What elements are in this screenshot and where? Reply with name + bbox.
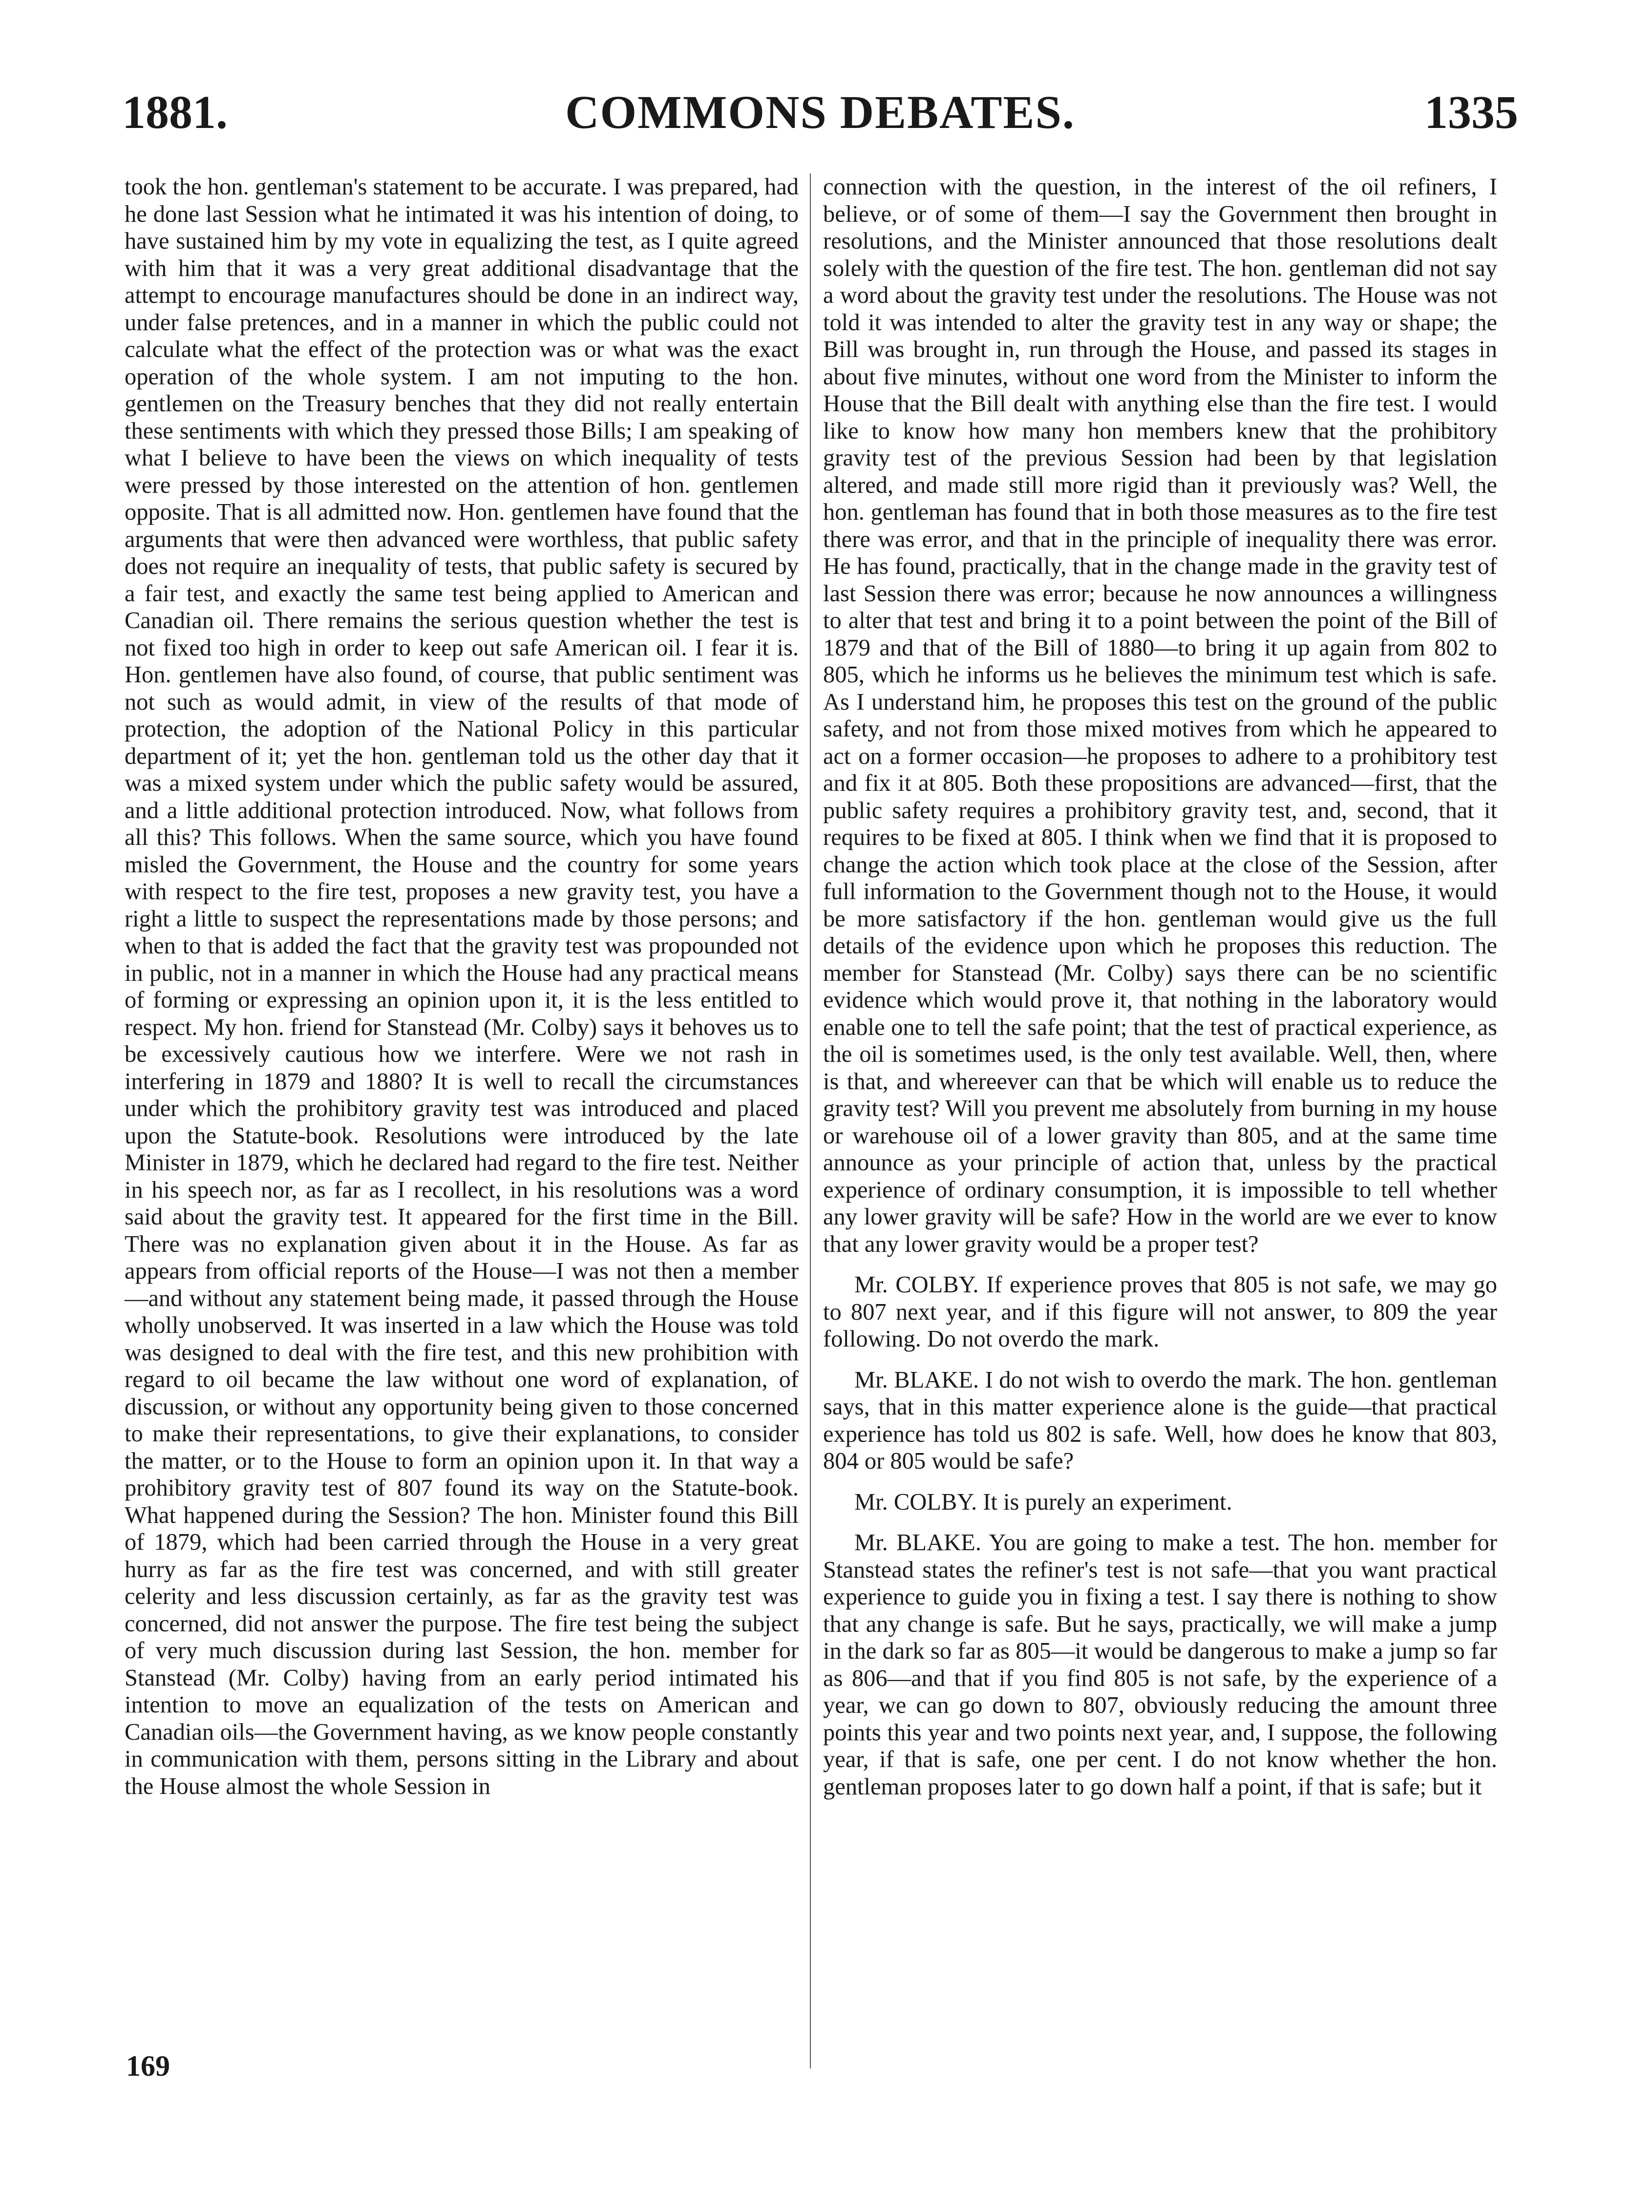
speech-colby-2: Mr. COLBY. It is purely an experiment. (854, 1489, 1232, 1515)
page-header (122, 83, 1518, 142)
right-paragraph-1: connection with the question, in the interest of the oil refiners, I believe, or of some of them—I say the Government then brought in resolutions, and the Minister announced that those resolutions dealt solely with the question of the fire test. The hon. gentleman did not say a word about the gravity test under the resolutions. The House was not told it was intended to alter the gravity test in any way or shape; the Bill was brought in, run through the House, and passed its stages in about five minutes, without one word from the Minister to inform the House that the Bill dealt with anything else than the fire test. I would like to know how many hon members knew that the prohibitory gravity test of the previous Session had been by that legislation altered, and made still more rigid than it previously was? Well, the hon. gentleman has found that in both those measures as to the fire test there was error, and that in the principle of inequality there was error. He has found, practically, that in the change made in the gravity test of last Session there was error; because he now announces a willingness to alter that test and bring it to a point between the point of the Bill of 1879 and that of the Bill of 1880—to bring it up again from 802 to 805, which he informs us he believes the minimum test which is safe. As I understand him, he proposes this test on the ground of the public safety, and not from those mixed motives from which he appeared to act on a former occasion—he proposes to adhere to a prohibitory test and fix it at 805. Both these propositions are advanced—first, that the public safety requires a prohibitory gravity test, and, second, that it requires to be fixed at 805. I think when we find that it is proposed to change the action which took place at the close of the Session, after full information to the Government though not to the House, it would be more satisfactory if the hon. gentleman would give us the full details of the evidence upon which he proposes this reduction. The member for Stanstead (Mr. Colby) says there can be no scientific evidence which would prove it, that nothing in the laboratory would enable one to tell the safe point; that the test of practical experience, as the oil is sometimes used, is the only test available. Well, then, where is that, and whereever can that be which will enable us to reduce the gravity test? Will you prevent me absolutely from burning in my house or warehouse oil of a lower gravity than 805, and at the same time announce as your principle of action that, unless by the practical experience of ordinary consumption, it is impossible to tell whether any lower gravity will be safe? How in the world are we ever to know that any lower gravity would be a proper test? (823, 174, 1497, 1257)
speech-blake-1: Mr. BLAKE. I do not wish to overdo the mark. The hon. gentleman says, that in this matter experience alone is the guide—that practical experience has told us 802 is safe. Well, how does he know that 803, 804 or 805 would be safe? (823, 1367, 1497, 1474)
right-column (823, 173, 1497, 1814)
speech-blake-2: Mr. BLAKE. You are going to make a test. The hon. member for Stanstead states the refiner's test is not safe—that you want practical experience to guide you in fixing a test. I say there is nothing to show that any change is safe. But he says, practically, we will make a jump in the dark so far as 805—it would be dangerous to make a jump so far as 806—and that if you find 805 is not safe, by the experience of a year, we can go down to 807, obviously reducing the amount three points this year and two points next year, and, I suppose, the following year, if that is safe, one per cent. I do not know whether the hon. gentleman proposes later to go down half a point, if that is safe; but it (823, 1530, 1497, 1800)
left-column (125, 173, 799, 1813)
left-paragraph-1: took the hon. gentleman's statement to be accurate. I was prepared, had he done last Session what he intimated it was his intention of doing, to have sustained him by my vote in equalizing the test, as I quite agreed with him that it was a very great additional disadvantage that the attempt to encourage manufactures should be done in an indirect way, under false pretences, and in a manner in which the public could not calculate what the effect of the protection was or what was the exact operation of the whole system. I am not imputing to the hon. gentlemen on the Treasury benches that they did not really entertain these sentiments with which they pressed those Bills; I am speaking of what I believe to have been the views on which inequality of tests were pressed by those interested on the attention of hon. gentlemen opposite. That is all admitted now. Hon. gentlemen have found that the arguments that were then advanced were worthless, that public safety does not require an inequality of tests, that public safety is secured by a fair test, and exactly the same test being applied to American and Canadian oil. There remains the serious question whether the test is not fixed too high in order to keep out safe American oil. I fear it is. Hon. gentlemen have also found, of course, that public sentiment was not such as would admit, in view of the results of that mode of protection, the adoption of the National Policy in this particular department of it; yet the hon. gentleman told us the other day that it was a mixed system under which the public safety would be assured, and a little additional protection introduced. Now, what follows from all this? This follows. When the same source, which you have found misled the Government, the House and the country for some years with respect to the fire test, proposes a new gravity test, you have a right a little to suspect the representations made by those persons; and when to that is added the fact that the gravity test was propounded not in public, not in a manner in which the House had any practical means of forming or expressing an opinion upon it, it is the less entitled to respect. My hon. friend for Stanstead (Mr. Colby) says it behoves us to be excessively cautious how we interfere. Were we not rash in interfering in 1879 and 1880? It is well to recall the circumstances under which the prohibitory gravity test was introduced and placed upon the Statute-book. Resolutions were introduced by the late Minister in 1879, which he declared had regard to the fire test. Neither in his speech nor, as far as I recollect, in his resolutions was a word said about the gravity test. It appeared for the first time in the Bill. There was no explanation given about it in the House. As far as appears from official reports of the House—I was not then a member—and without any statement being made, it passed through the House wholly unobserved. It was inserted in a law which the House was told was designed to deal with the fire test, and this new prohibition with regard to oil became the law without one word of explanation, of discussion, or without any opportunity being given to those concerned to make their representations, to give their explanations, to consider the matter, or to the House to form an opinion upon it. In that way a prohibitory gravity test of 807 found its way on the Statute-book. What happened during the Session? The hon. Minister found this Bill of 1879, which had been carried through the House in a very great hurry as far as the fire test was concerned, and with still greater celerity and less discussion certainly, as far as the gravity test was concerned, did not answer the purpose. The fire test being the subject of very much discussion during last Session, the hon. member for Stanstead (Mr. Colby) having from an early period intimated his intention to move an equalization of the tests on American and Canadian oils—the Government having, as we know people constantly in communication with them, persons sitting in the Library and about the House almost the whole Session in (125, 174, 799, 1799)
signature-mark: 169 (126, 2050, 170, 2082)
speech-colby-1: Mr. COLBY. If experience proves that 805 is not safe, we may go to 807 next year, and if this figure will not answer, to 809 the year following. Do not overdo the mark. (823, 1272, 1497, 1352)
header-year: 1881. (122, 86, 228, 138)
column-divider (810, 173, 811, 2068)
header-title: COMMONS DEBATES. (565, 86, 1075, 138)
header-page-number: 1335 (1424, 86, 1518, 138)
